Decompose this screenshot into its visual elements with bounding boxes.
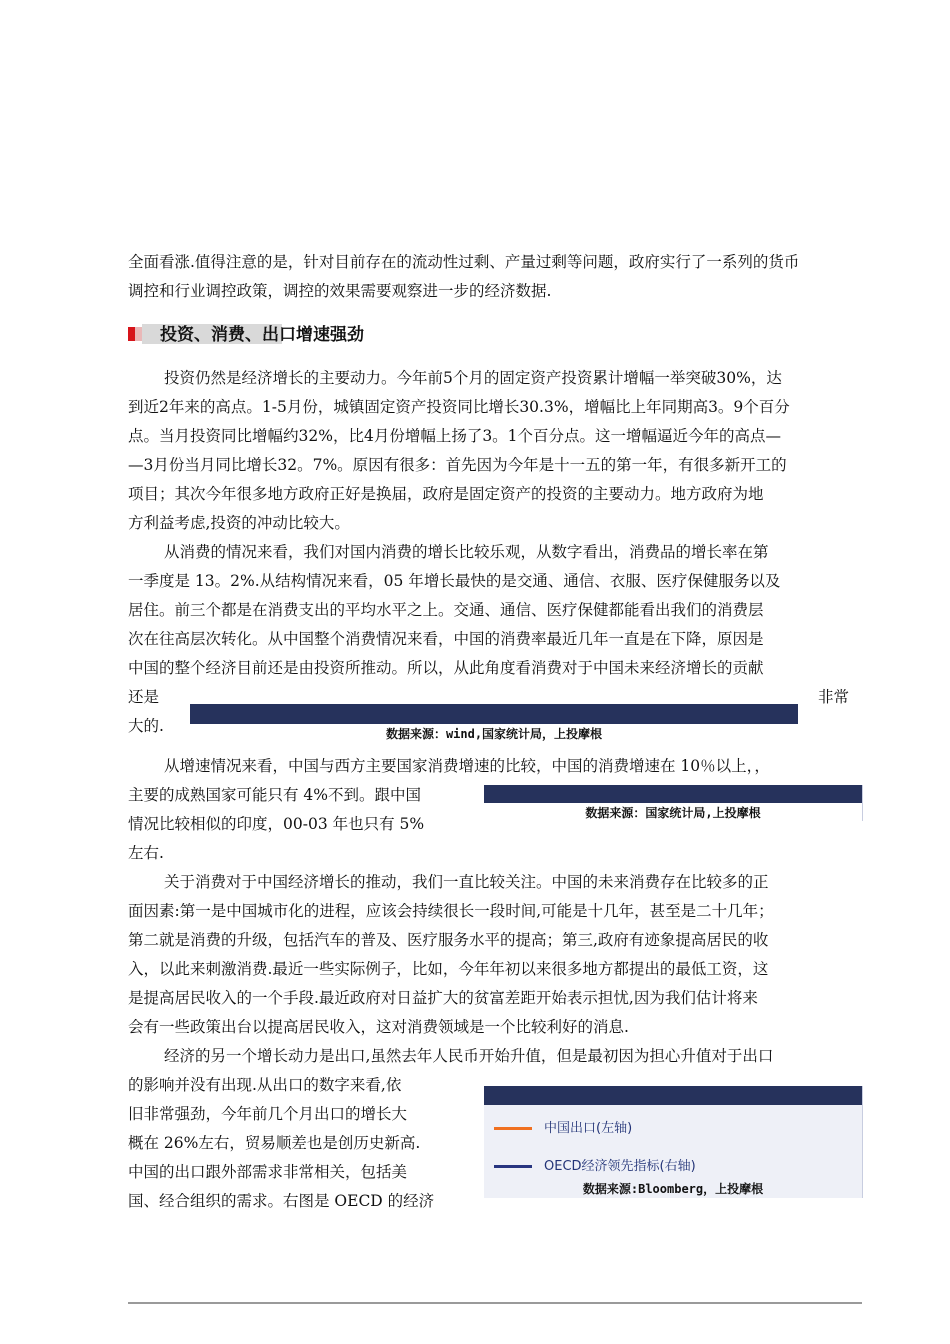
paragraph-line: 关于消费对于中国经济增长的推动，我们一直比较关注。中国的未来消费存在比较多的正 [164, 873, 769, 891]
section-heading [128, 322, 868, 348]
paragraph-line: 第二就是消费的升级，包括汽车的普及、医疗服务水平的提高；第三,政府有迹象提高居民的收 [128, 931, 769, 949]
paragraph-line: 项目；其次今年很多地方政府正好是换届，政府是固定资产的投资的主要动力。地方政府为地 [128, 485, 764, 503]
paragraph-line: 次在往高层次转化。从中国整个消费情况来看，中国的消费率最近几年一直是在下降，原因是 [128, 630, 764, 648]
intro-line: 调控和行业调控政策，调控的效果需要观察进一步的经济数据. [128, 282, 552, 300]
legend-item: OECD经济领先指标(右轴) [494, 1155, 696, 1174]
paragraph-line: 非常 [818, 688, 850, 706]
paragraph-line: 一季度是 13。2%.从结构情况来看，05 年增长最快的是交通、通信、衣服、医疗保健服务以及 [128, 572, 781, 590]
paragraph-line: 中国的整个经济目前还是由投资所推动。所以，从此角度看消费对于中国未来经济增长的贡献 [128, 659, 764, 677]
paragraph-line: 经济的另一个增长动力是出口,虽然去年人民币开始升值，但是最初因为担心升值对于出口 [164, 1047, 774, 1065]
paragraph-line: 是提高居民收入的一个手段.最近政府对日益扩大的贫富差距开始表示担忧,因为我们估计将来 [128, 989, 758, 1007]
chart-consumption [190, 704, 798, 744]
paragraph-line: 还是 [128, 688, 160, 706]
paragraph-line: 入，以此来刺激消费.最近一些实际例子，比如，今年年初以来很多地方都提出的最低工资，这 [128, 960, 769, 978]
footer-rule [128, 1302, 862, 1304]
intro-line: 全面看涨.值得注意的是，针对目前存在的流动性过剩、产量过剩等问题，政府实行了一系列的货币 [128, 253, 800, 271]
paragraph-line: 方利益考虑,投资的冲动比较大。 [128, 514, 350, 532]
chart-exports-oecd [484, 1086, 863, 1198]
paragraph-line: —3月份当月同比增长32。7%。原因有很多：首先因为今年是十一五的第一年，有很多新开工的 [128, 456, 787, 474]
paragraph-line: 旧非常强劲，今年前几个月出口的增长大 [128, 1105, 408, 1123]
section-heading-text: 投资、消费、出口增速强劲 [160, 325, 364, 345]
paragraph-line: 国、经合组织的需求。右图是 OECD 的经济 [128, 1192, 435, 1210]
heading-marker-icon [128, 327, 142, 341]
paragraph-line: 左右. [128, 844, 164, 862]
paragraph-line: 点。当月投资同比增幅约32%，比4月份增幅上扬了3。1个百分点。这一增幅逼近今年的高点— [128, 427, 782, 445]
paragraph-line: 会有一些政策出台以提高居民收入，这对消费领域是一个比较利好的消息. [128, 1018, 629, 1036]
paragraph-line: 的影响并没有出现.从出口的数字来看,依 [128, 1076, 402, 1094]
chart-source: 数据来源：国家统计局,上投摩根 [585, 806, 761, 820]
paragraph-line: 大的. [128, 717, 164, 735]
paragraph-line: 居住。前三个都是在消费支出的平均水平之上。交通、通信、医疗保健都能看出我们的消费层 [128, 601, 764, 619]
paragraph-line: 从消费的情况来看，我们对国内消费的增长比较乐观，从数字看出，消费品的增长率在第 [164, 543, 769, 561]
paragraph-line: 投资仍然是经济增长的主要动力。今年前5个月的固定资产投资累计增幅一举突破30%，达 [164, 369, 782, 387]
chart-header-band [484, 1086, 862, 1105]
paragraph-line: 主要的成熟国家可能只有 4%不到。跟中国 [128, 786, 422, 804]
paragraph-line: 概在 26%左右，贸易顺差也是创历史新高. [128, 1134, 421, 1152]
chart-source: 数据来源:Bloomberg，上投摩根 [582, 1182, 764, 1196]
chart-consumption-growth [484, 785, 863, 821]
legend-item: 中国出口(左轴) [494, 1117, 632, 1136]
paragraph-line: 面因素:第一是中国城市化的进程，应该会持续很长一段时间,可能是十几年，甚至是二十几年； [128, 902, 774, 920]
chart-header-band [484, 785, 862, 803]
legend-swatch-navy [494, 1165, 532, 1168]
paragraph-line: 中国的出口跟外部需求非常相关，包括美 [128, 1163, 408, 1181]
chart-source: 数据来源：wind,国家统计局，上投摩根 [385, 727, 603, 741]
chart-header-band [190, 704, 798, 724]
paragraph-line: 从增速情况来看，中国与西方主要国家消费增速的比较，中国的消费增速在 10％以上，， [164, 757, 770, 775]
paragraph-line: 情况比较相似的印度，00-03 年也只有 5% [128, 815, 425, 833]
paragraph-line: 到近2年来的高点。1-5月份，城镇固定资产投资同比增长30.3%，增幅比上年同期高3。9个百分 [128, 398, 790, 416]
legend-swatch-orange [494, 1127, 532, 1130]
